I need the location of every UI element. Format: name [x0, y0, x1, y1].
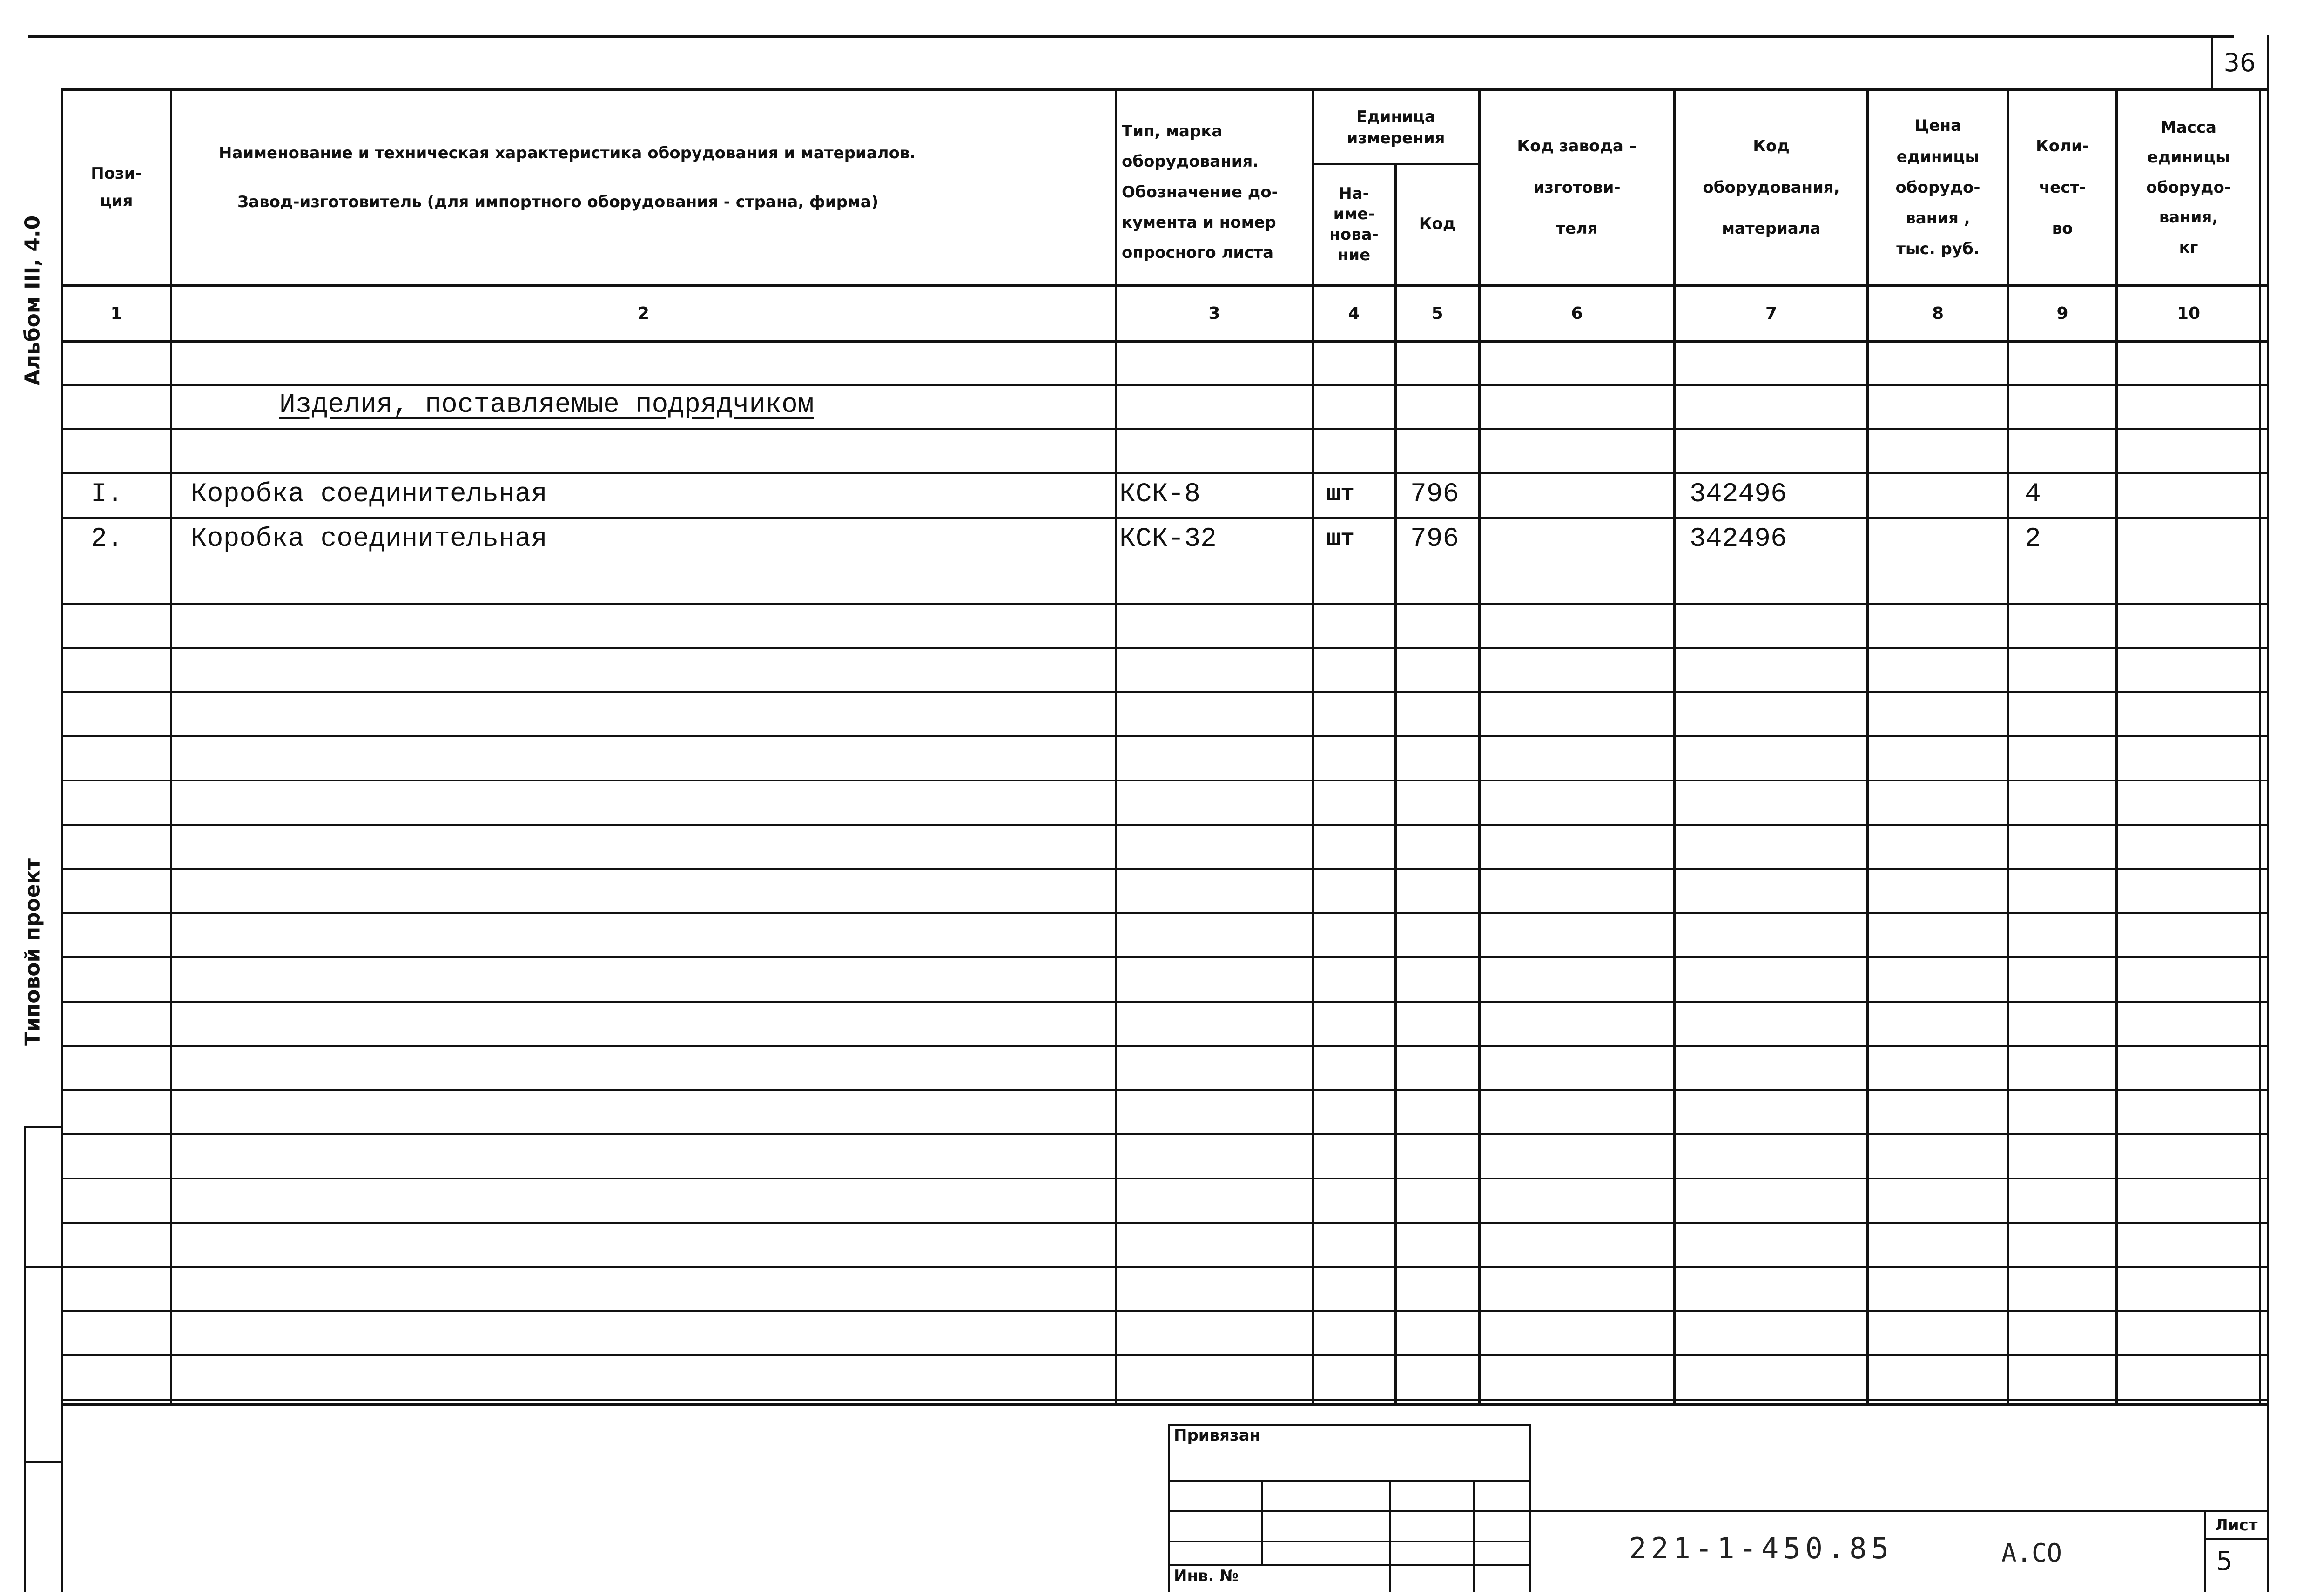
stamp-grid-line-4 [1168, 1564, 1531, 1566]
row-separator-line [61, 603, 2269, 605]
row-1-type: КСК-8 [1119, 479, 1201, 510]
row-separator-line [61, 384, 2269, 386]
binding-line [24, 1126, 26, 1592]
stamp-grid-line-3 [1168, 1541, 1531, 1542]
header-col-unit-group: Единица измерения [1347, 108, 1445, 148]
row-separator-line [61, 868, 2269, 870]
row-separator-line [61, 956, 2269, 958]
col-number-1: 1 [110, 303, 122, 323]
row-2-unit-code: 796 [1410, 524, 1459, 554]
col-number-3: 3 [1208, 303, 1220, 323]
row-separator-line [61, 517, 2269, 519]
row-1-position: I. [91, 479, 123, 510]
col-number-9: 9 [2056, 303, 2068, 323]
row-1-unit-code: 796 [1410, 479, 1459, 510]
stamp-grid-col-2 [1389, 1480, 1391, 1592]
header-col-price: Цена единицы оборудо- вания , тыс. руб. [1895, 116, 1980, 259]
section-title: Изделия, поставляемые подрядчиком [279, 390, 814, 420]
row-separator-line [61, 1266, 2269, 1268]
row-separator-line [61, 1089, 2269, 1091]
row-separator-line [61, 780, 2269, 781]
header-col-equip-code: Код оборудования, материала [1703, 137, 1840, 238]
frame-right-line [2267, 88, 2269, 1592]
header-col-name-line2: Завод-изготовитель (для импортного оборудования - страна, фирма) [237, 193, 879, 211]
row-1-name: Коробка соединительная [191, 479, 547, 510]
row-2-unit: шт [1327, 526, 1355, 552]
col-number-10: 10 [2176, 303, 2201, 323]
row-separator-line [61, 691, 2269, 693]
row-separator-line [61, 1354, 2269, 1356]
row-1-unit: шт [1327, 481, 1355, 508]
stamp-sheet-number: 5 [2216, 1546, 2233, 1576]
row-separator-line [61, 1045, 2269, 1047]
stamp-sheet-label: Лист [2215, 1516, 2258, 1535]
col-number-6: 6 [1571, 303, 1583, 323]
row-separator-line [61, 1222, 2269, 1224]
row-separator-line [61, 647, 2269, 649]
row-separator-line [61, 472, 2269, 474]
stamp-inv-no-label: Инв. № [1174, 1567, 1239, 1585]
row-separator-line [61, 824, 2269, 826]
col-numbers-bottom-line [61, 340, 2269, 343]
stamp-document-code: 221-1-450.85 [1629, 1531, 1893, 1565]
header-col-position: Пози- ция [91, 164, 142, 210]
header-col-name-line1: Наименование и техническая характеристика оборудования и материалов. [219, 144, 916, 162]
row-2-type: КСК-32 [1119, 524, 1217, 554]
row-2-quantity: 2 [2025, 524, 2041, 554]
col-number-2: 2 [637, 303, 650, 323]
header-col-factory-code: Код завода – изготови- теля [1517, 137, 1637, 238]
col-number-7: 7 [1765, 303, 1778, 323]
header-col-type: Тип, марка оборудования. Обозначение до- кумента и номер опросного листа [1122, 122, 1278, 263]
binding-tick-2 [26, 1266, 62, 1268]
stamp-grid-line-1 [1168, 1480, 1531, 1482]
header-col-mass: Масса единицы оборудо- вания, кг [2146, 118, 2231, 257]
row-1-equip-code: 342496 [1690, 479, 1787, 510]
stamp-privyazan-left [1168, 1424, 1170, 1592]
col-number-4: 4 [1348, 303, 1360, 323]
stamp-grid-line-2 [1168, 1510, 1531, 1512]
binding-tick-1 [26, 1126, 62, 1128]
row-separator-line [61, 428, 2269, 430]
col-number-5: 5 [1431, 303, 1443, 323]
stamp-main-top [1531, 1510, 2269, 1512]
top-border-line [28, 35, 2234, 38]
row-separator-line [61, 1310, 2269, 1312]
col-number-8: 8 [1932, 303, 1944, 323]
row-1-quantity: 4 [2025, 479, 2041, 510]
sheet-number-top: 36 [2223, 47, 2256, 77]
stamp-grid-col-3 [1473, 1480, 1475, 1592]
side-label-project: Типовой проект [20, 858, 45, 1046]
header-col-quantity: Коли- чест- во [2036, 137, 2089, 238]
row-separator-line [61, 912, 2269, 914]
row-separator-line [61, 735, 2269, 737]
header-col-unit-code: Код [1419, 215, 1456, 234]
binding-tick-3 [26, 1461, 62, 1463]
sheet-box-right [2267, 35, 2269, 88]
header-col-unit-name: На- име- нова- ние [1329, 184, 1379, 265]
stamp-privyazan-label: Привязан [1174, 1426, 1261, 1445]
stamp-mark: А.СО [2001, 1538, 2062, 1568]
row-separator-line [61, 1133, 2269, 1135]
stamp-privyazan-right [1529, 1424, 1531, 1592]
col-line-4 [1394, 163, 1397, 1406]
row-separator-line [61, 1178, 2269, 1179]
row-2-equip-code: 342496 [1690, 524, 1787, 554]
row-2-position: 2. [91, 524, 123, 554]
row-separator-line [61, 1001, 2269, 1003]
row-2-name: Коробка соединительная [191, 524, 547, 554]
side-label-album: Альбом III, 4.0 [20, 215, 45, 386]
table-bottom-line [61, 1403, 2269, 1406]
row-separator-line [61, 1399, 2269, 1401]
stamp-grid-col-1 [1261, 1480, 1263, 1564]
